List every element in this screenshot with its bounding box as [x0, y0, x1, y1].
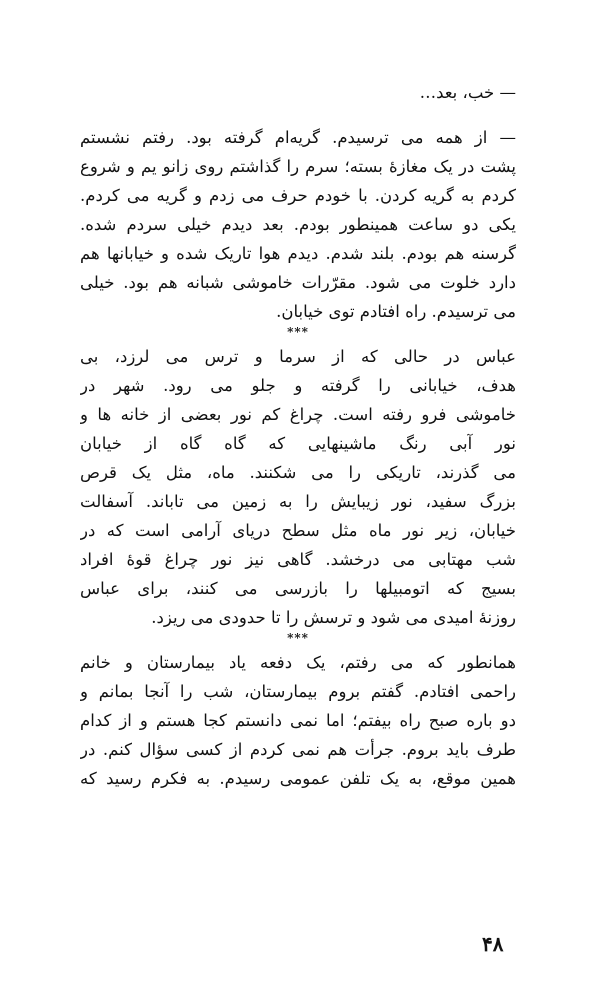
text-line: می گذرند، تاریکی را می شکنند. ماه، مثل یک قرص	[80, 463, 516, 482]
dialogue-opening-line: — خب، بعد…	[419, 83, 516, 102]
text-line: یکی دو ساعت همینطور بودم. بعد دیدم خیلی سردم شده.	[80, 215, 516, 234]
text-line: راحمی افتادم. گفتم بروم بیمارستان، شب را آنجا بمانم و	[80, 682, 516, 701]
paragraph-2	[80, 342, 516, 632]
paragraph-3	[80, 648, 516, 793]
text-line: — از همه می ترسیدم. گریه‌ام گرفته بود. رفتم نشستم	[80, 128, 516, 147]
text-line: گرسنه هم بودم. بلند شدم. دیدم هوا تاریک شده و خیابانها هم	[80, 244, 516, 263]
text-line: پشت در یک مغازهٔ بسته؛ سرم را گذاشتم روی زانو یم و شروع	[80, 157, 516, 176]
section-separator: ***	[287, 631, 309, 645]
text-line: همانطور که می رفتم، یک دفعه یاد بیمارستان و خانم	[80, 653, 516, 672]
text-line: طرف باید بروم. جرأت هم نمی کردم از کسی سؤال کنم. در	[80, 740, 516, 759]
text-line: نور آبی رنگ ماشینهایی که گاه گاه از خیابان	[80, 434, 516, 453]
text-line: بسیج که اتومبیلها را بازرسی می کنند، برای عباس	[80, 579, 516, 598]
text-line: دو باره صبح راه بیفتم؛ اما نمی دانستم کجا هستم و از کدام	[80, 711, 516, 730]
page-number: ۴۸	[482, 932, 504, 956]
paragraph-1	[80, 123, 516, 326]
text-line: دارد خلوت می شود. مقرّرات خاموشی شبانه هم بود. خیلی	[80, 273, 516, 292]
text-line: می ترسیدم. راه افتادم توی خیابان.	[276, 302, 516, 321]
text-line: شب مهتابی می درخشد. گاهی نیز نور چراغ قوهٔ افراد	[80, 550, 516, 569]
text-line: روزنهٔ امیدی می شود و ترسش را تا حدودی می ریزد.	[151, 608, 516, 627]
section-separator: ***	[287, 325, 309, 339]
text-line: همین موقع، به یک تلفن عمومی رسیدم. به فکرم رسید که	[80, 769, 516, 788]
text-line: کردم به گریه کردن. با خودم حرف می زدم و گریه می کردم.	[80, 186, 516, 205]
book-page-text	[80, 78, 516, 793]
text-line: خیابان، زیر نور ماه مثل سطح دریای آرامی است که در	[80, 521, 516, 540]
text-line: خاموشی فرو رفته است. چراغ کم نور بعضی از خانه ها و	[80, 405, 516, 424]
text-line: بزرگ سفید، نور زیبایش را به زمین می تاباند. آسفالت	[80, 492, 516, 511]
text-line: هدف، خیابانی را گرفته و جلو می رود. شهر در	[80, 376, 516, 395]
text-line: عباس در حالی که از سرما و ترس می لرزد، بی	[80, 347, 516, 366]
